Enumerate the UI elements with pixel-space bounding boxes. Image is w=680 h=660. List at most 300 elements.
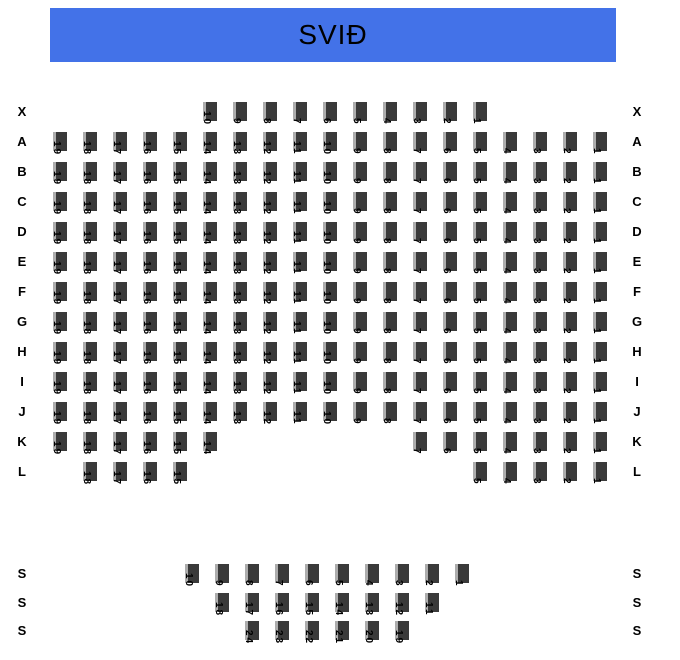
- seat-s14-15[interactable]: [303, 593, 319, 617]
- seat-d4-14[interactable]: [201, 222, 217, 246]
- seat-c3-13[interactable]: [231, 192, 247, 216]
- seat-f6-12[interactable]: [261, 282, 277, 306]
- seat-x0-2[interactable]: [441, 102, 457, 126]
- seat-l12-3[interactable]: [531, 462, 547, 486]
- seat-number: 10: [321, 170, 332, 186]
- seat-armrest: [353, 192, 356, 211]
- seat-number: 13: [231, 200, 242, 216]
- seat-f6-18[interactable]: [81, 282, 97, 306]
- seat-b2-12[interactable]: [261, 162, 277, 186]
- seat-armrest: [113, 192, 116, 211]
- seat-number: 6: [441, 448, 452, 456]
- seat-armrest: [233, 192, 236, 211]
- seat-j10-14[interactable]: [201, 402, 217, 426]
- seat-s13-6[interactable]: [303, 564, 319, 588]
- seat-number: 6: [441, 148, 452, 156]
- seat-armrest: [293, 282, 296, 301]
- seat-number: 1: [591, 388, 602, 396]
- seat-e5-10[interactable]: [321, 252, 337, 276]
- seat-a1-8[interactable]: [381, 132, 397, 156]
- seat-i9-6[interactable]: [441, 372, 457, 396]
- seat-c3-6[interactable]: [441, 192, 457, 216]
- seat-c3-19[interactable]: [51, 192, 67, 216]
- seat-f6-17[interactable]: [111, 282, 127, 306]
- seat-g7-9[interactable]: [351, 312, 367, 336]
- seat-j10-10[interactable]: [321, 402, 337, 426]
- seat-i9-13[interactable]: [231, 372, 247, 396]
- seat-armrest: [173, 462, 176, 481]
- seat-e5-3[interactable]: [531, 252, 547, 276]
- seat-armrest: [215, 564, 218, 583]
- seat-d4-12[interactable]: [261, 222, 277, 246]
- seat-number: 8: [381, 208, 392, 216]
- seat-c3-8[interactable]: [381, 192, 397, 216]
- seat-s15-19[interactable]: [393, 621, 409, 645]
- seat-b2-14[interactable]: [201, 162, 217, 186]
- seat-j10-2[interactable]: [561, 402, 577, 426]
- seat-number: 8: [381, 388, 392, 396]
- seat-number: 19: [51, 290, 62, 306]
- seat-f6-5[interactable]: [471, 282, 487, 306]
- row-label-right-b-2: B: [632, 164, 642, 179]
- seat-armrest: [233, 402, 236, 421]
- seat-s14-14[interactable]: [333, 593, 349, 617]
- seat-g7-8[interactable]: [381, 312, 397, 336]
- seat-k11-14[interactable]: [201, 432, 217, 456]
- seat-a1-4[interactable]: [501, 132, 517, 156]
- seat-armrest: [143, 252, 146, 271]
- seat-b2-13[interactable]: [231, 162, 247, 186]
- seat-i9-4[interactable]: [501, 372, 517, 396]
- seat-l12-17[interactable]: [111, 462, 127, 486]
- seat-e5-9[interactable]: [351, 252, 367, 276]
- seat-a1-15[interactable]: [171, 132, 187, 156]
- seat-armrest: [353, 162, 356, 181]
- seat-g7-18[interactable]: [81, 312, 97, 336]
- seat-armrest: [383, 222, 386, 241]
- seat-d4-11[interactable]: [291, 222, 307, 246]
- seat-d4-10[interactable]: [321, 222, 337, 246]
- seat-g7-16[interactable]: [141, 312, 157, 336]
- seat-j10-18[interactable]: [81, 402, 97, 426]
- seat-e5-17[interactable]: [111, 252, 127, 276]
- seat-i9-16[interactable]: [141, 372, 157, 396]
- seat-g7-19[interactable]: [51, 312, 67, 336]
- seat-a1-7[interactable]: [411, 132, 427, 156]
- seat-s15-20[interactable]: [363, 621, 379, 645]
- seat-b2-7[interactable]: [411, 162, 427, 186]
- seat-j10-3[interactable]: [531, 402, 547, 426]
- seat-h8-6[interactable]: [441, 342, 457, 366]
- seat-e5-19[interactable]: [51, 252, 67, 276]
- seat-f6-10[interactable]: [321, 282, 337, 306]
- seat-c3-5[interactable]: [471, 192, 487, 216]
- seat-c3-3[interactable]: [531, 192, 547, 216]
- seat-number: 14: [201, 200, 212, 216]
- seat-armrest: [443, 252, 446, 271]
- seat-h8-8[interactable]: [381, 342, 397, 366]
- seat-a1-17[interactable]: [111, 132, 127, 156]
- seat-g7-17[interactable]: [111, 312, 127, 336]
- seat-g7-12[interactable]: [261, 312, 277, 336]
- seat-j10-4[interactable]: [501, 402, 517, 426]
- seat-b2-2[interactable]: [561, 162, 577, 186]
- seat-l12-4[interactable]: [501, 462, 517, 486]
- seat-s13-2[interactable]: [423, 564, 439, 588]
- seat-a1-19[interactable]: [51, 132, 67, 156]
- seat-j10-12[interactable]: [261, 402, 277, 426]
- seat-f6-6[interactable]: [441, 282, 457, 306]
- seat-l12-16[interactable]: [141, 462, 157, 486]
- seat-h8-14[interactable]: [201, 342, 217, 366]
- seat-k11-3[interactable]: [531, 432, 547, 456]
- seat-e5-14[interactable]: [201, 252, 217, 276]
- seat-d4-1[interactable]: [591, 222, 607, 246]
- seat-f6-1[interactable]: [591, 282, 607, 306]
- seat-c3-17[interactable]: [111, 192, 127, 216]
- seat-l12-1[interactable]: [591, 462, 607, 486]
- seat-b2-17[interactable]: [111, 162, 127, 186]
- seat-s14-18[interactable]: [213, 593, 229, 617]
- seat-armrest: [443, 132, 446, 151]
- seat-b2-9[interactable]: [351, 162, 367, 186]
- seat-c3-7[interactable]: [411, 192, 427, 216]
- seat-number: 19: [51, 200, 62, 216]
- seat-k11-17[interactable]: [111, 432, 127, 456]
- seat-g7-3[interactable]: [531, 312, 547, 336]
- seat-g7-1[interactable]: [591, 312, 607, 336]
- seat-g7-14[interactable]: [201, 312, 217, 336]
- seat-number: 9: [213, 580, 224, 588]
- seat-x0-9[interactable]: [231, 102, 247, 126]
- seat-a1-5[interactable]: [471, 132, 487, 156]
- seat-d4-18[interactable]: [81, 222, 97, 246]
- seat-h8-10[interactable]: [321, 342, 337, 366]
- seat-e5-18[interactable]: [81, 252, 97, 276]
- seat-c3-12[interactable]: [261, 192, 277, 216]
- seat-d4-17[interactable]: [111, 222, 127, 246]
- seat-h8-12[interactable]: [261, 342, 277, 366]
- seat-d4-19[interactable]: [51, 222, 67, 246]
- seat-f6-11[interactable]: [291, 282, 307, 306]
- seat-c3-1[interactable]: [591, 192, 607, 216]
- seat-g7-11[interactable]: [291, 312, 307, 336]
- seat-j10-5[interactable]: [471, 402, 487, 426]
- seat-f6-2[interactable]: [561, 282, 577, 306]
- seat-x0-5[interactable]: [351, 102, 367, 126]
- seat-h8-3[interactable]: [531, 342, 547, 366]
- seat-i9-18[interactable]: [81, 372, 97, 396]
- seat-d4-3[interactable]: [531, 222, 547, 246]
- seat-number: 19: [51, 230, 62, 246]
- seat-h8-4[interactable]: [501, 342, 517, 366]
- seat-g7-15[interactable]: [171, 312, 187, 336]
- seat-h8-1[interactable]: [591, 342, 607, 366]
- seat-e5-5[interactable]: [471, 252, 487, 276]
- seat-a1-1[interactable]: [591, 132, 607, 156]
- seat-number: 9: [351, 328, 362, 336]
- seat-e5-2[interactable]: [561, 252, 577, 276]
- seat-f6-3[interactable]: [531, 282, 547, 306]
- seat-e5-6[interactable]: [441, 252, 457, 276]
- seat-s13-1[interactable]: [453, 564, 469, 588]
- seat-armrest: [365, 564, 368, 583]
- seat-number: 17: [111, 200, 122, 216]
- seat-armrest: [593, 222, 596, 241]
- seat-x0-6[interactable]: [321, 102, 337, 126]
- seat-i9-15[interactable]: [171, 372, 187, 396]
- seat-g7-2[interactable]: [561, 312, 577, 336]
- seat-armrest: [443, 312, 446, 331]
- seat-b2-8[interactable]: [381, 162, 397, 186]
- seat-f6-16[interactable]: [141, 282, 157, 306]
- seat-armrest: [443, 372, 446, 391]
- seat-s13-8[interactable]: [243, 564, 259, 588]
- seat-k11-2[interactable]: [561, 432, 577, 456]
- seat-d4-16[interactable]: [141, 222, 157, 246]
- seat-s14-17[interactable]: [243, 593, 259, 617]
- seat-number: 17: [111, 290, 122, 306]
- seat-number: 2: [561, 298, 572, 306]
- seat-x0-10[interactable]: [201, 102, 217, 126]
- seat-g7-10[interactable]: [321, 312, 337, 336]
- seat-j10-7[interactable]: [411, 402, 427, 426]
- seat-armrest: [533, 252, 536, 271]
- seat-b2-15[interactable]: [171, 162, 187, 186]
- seat-c3-4[interactable]: [501, 192, 517, 216]
- seat-s14-16[interactable]: [273, 593, 289, 617]
- seat-j10-1[interactable]: [591, 402, 607, 426]
- seat-a1-11[interactable]: [291, 132, 307, 156]
- seat-s15-24[interactable]: [243, 621, 259, 645]
- seat-s15-23[interactable]: [273, 621, 289, 645]
- seat-a1-6[interactable]: [441, 132, 457, 156]
- seat-c3-16[interactable]: [141, 192, 157, 216]
- seat-j10-6[interactable]: [441, 402, 457, 426]
- seat-armrest: [533, 372, 536, 391]
- seat-h8-7[interactable]: [411, 342, 427, 366]
- seat-x0-7[interactable]: [291, 102, 307, 126]
- seat-e5-16[interactable]: [141, 252, 157, 276]
- seat-s14-12[interactable]: [393, 593, 409, 617]
- seat-h8-16[interactable]: [141, 342, 157, 366]
- seat-e5-4[interactable]: [501, 252, 517, 276]
- seat-b2-6[interactable]: [441, 162, 457, 186]
- seat-b2-10[interactable]: [321, 162, 337, 186]
- seat-x0-3[interactable]: [411, 102, 427, 126]
- seat-i9-9[interactable]: [351, 372, 367, 396]
- seat-k11-6[interactable]: [441, 432, 457, 456]
- seat-h8-17[interactable]: [111, 342, 127, 366]
- seat-armrest: [563, 342, 566, 361]
- seat-i9-11[interactable]: [291, 372, 307, 396]
- seat-s13-4[interactable]: [363, 564, 379, 588]
- seat-number: 14: [201, 410, 212, 426]
- seat-a1-10[interactable]: [321, 132, 337, 156]
- seat-j10-13[interactable]: [231, 402, 247, 426]
- seat-armrest: [473, 132, 476, 151]
- seat-h8-18[interactable]: [81, 342, 97, 366]
- seat-s13-7[interactable]: [273, 564, 289, 588]
- seat-e5-1[interactable]: [591, 252, 607, 276]
- seat-armrest: [113, 222, 116, 241]
- seat-a1-18[interactable]: [81, 132, 97, 156]
- seat-h8-13[interactable]: [231, 342, 247, 366]
- seat-e5-15[interactable]: [171, 252, 187, 276]
- seat-a1-14[interactable]: [201, 132, 217, 156]
- seat-x0-8[interactable]: [261, 102, 277, 126]
- seat-armrest: [53, 402, 56, 421]
- seat-s13-10[interactable]: [183, 564, 199, 588]
- seat-a1-2[interactable]: [561, 132, 577, 156]
- seat-e5-11[interactable]: [291, 252, 307, 276]
- seat-g7-13[interactable]: [231, 312, 247, 336]
- seat-f6-13[interactable]: [231, 282, 247, 306]
- seat-j10-17[interactable]: [111, 402, 127, 426]
- seat-i9-12[interactable]: [261, 372, 277, 396]
- seat-b2-5[interactable]: [471, 162, 487, 186]
- seat-e5-7[interactable]: [411, 252, 427, 276]
- seat-b2-18[interactable]: [81, 162, 97, 186]
- seat-armrest: [173, 162, 176, 181]
- seat-b2-11[interactable]: [291, 162, 307, 186]
- seat-d4-15[interactable]: [171, 222, 187, 246]
- seat-armrest: [203, 132, 206, 151]
- seat-j10-15[interactable]: [171, 402, 187, 426]
- seat-d4-5[interactable]: [471, 222, 487, 246]
- seat-c3-15[interactable]: [171, 192, 187, 216]
- seat-d4-8[interactable]: [381, 222, 397, 246]
- seat-c3-14[interactable]: [201, 192, 217, 216]
- seat-i9-5[interactable]: [471, 372, 487, 396]
- seat-h8-11[interactable]: [291, 342, 307, 366]
- seat-c3-18[interactable]: [81, 192, 97, 216]
- seat-number: 3: [531, 238, 542, 246]
- row-label-left-x-0: X: [17, 104, 27, 119]
- seat-f6-19[interactable]: [51, 282, 67, 306]
- seat-j10-11[interactable]: [291, 402, 307, 426]
- seat-armrest: [263, 402, 266, 421]
- seat-d4-9[interactable]: [351, 222, 367, 246]
- seat-b2-4[interactable]: [501, 162, 517, 186]
- seat-c3-11[interactable]: [291, 192, 307, 216]
- seat-i9-17[interactable]: [111, 372, 127, 396]
- seat-i9-8[interactable]: [381, 372, 397, 396]
- seat-i9-10[interactable]: [321, 372, 337, 396]
- seat-s15-21[interactable]: [333, 621, 349, 645]
- seat-k11-18[interactable]: [81, 432, 97, 456]
- seat-e5-13[interactable]: [231, 252, 247, 276]
- seat-a1-13[interactable]: [231, 132, 247, 156]
- seat-armrest: [413, 252, 416, 271]
- seat-armrest: [203, 372, 206, 391]
- seat-s14-11[interactable]: [423, 593, 439, 617]
- seat-g7-4[interactable]: [501, 312, 517, 336]
- seat-l12-18[interactable]: [81, 462, 97, 486]
- seat-f6-9[interactable]: [351, 282, 367, 306]
- seat-d4-2[interactable]: [561, 222, 577, 246]
- seat-f6-14[interactable]: [201, 282, 217, 306]
- seat-k11-15[interactable]: [171, 432, 187, 456]
- seat-i9-14[interactable]: [201, 372, 217, 396]
- seat-i9-19[interactable]: [51, 372, 67, 396]
- seat-g7-5[interactable]: [471, 312, 487, 336]
- seat-k11-19[interactable]: [51, 432, 67, 456]
- seat-s13-9[interactable]: [213, 564, 229, 588]
- seat-d4-13[interactable]: [231, 222, 247, 246]
- seat-c3-2[interactable]: [561, 192, 577, 216]
- seat-c3-9[interactable]: [351, 192, 367, 216]
- seat-j10-19[interactable]: [51, 402, 67, 426]
- seat-a1-16[interactable]: [141, 132, 157, 156]
- seat-d4-7[interactable]: [411, 222, 427, 246]
- seat-s13-5[interactable]: [333, 564, 349, 588]
- seat-b2-3[interactable]: [531, 162, 547, 186]
- seat-f6-15[interactable]: [171, 282, 187, 306]
- seat-k11-4[interactable]: [501, 432, 517, 456]
- seat-f6-4[interactable]: [501, 282, 517, 306]
- seat-g7-6[interactable]: [441, 312, 457, 336]
- seat-i9-3[interactable]: [531, 372, 547, 396]
- seat-b2-19[interactable]: [51, 162, 67, 186]
- row-label-right-j-10: J: [633, 404, 641, 419]
- seat-k11-1[interactable]: [591, 432, 607, 456]
- seat-l12-15[interactable]: [171, 462, 187, 486]
- seat-l12-5[interactable]: [471, 462, 487, 486]
- seat-h8-15[interactable]: [171, 342, 187, 366]
- seat-d4-6[interactable]: [441, 222, 457, 246]
- seat-l12-2[interactable]: [561, 462, 577, 486]
- seat-j10-8[interactable]: [381, 402, 397, 426]
- seat-h8-9[interactable]: [351, 342, 367, 366]
- seat-number: 2: [423, 580, 434, 588]
- seat-i9-7[interactable]: [411, 372, 427, 396]
- seat-a1-3[interactable]: [531, 132, 547, 156]
- seat-d4-4[interactable]: [501, 222, 517, 246]
- seat-j10-16[interactable]: [141, 402, 157, 426]
- seat-a1-9[interactable]: [351, 132, 367, 156]
- seat-a1-12[interactable]: [261, 132, 277, 156]
- seat-s13-3[interactable]: [393, 564, 409, 588]
- seat-i9-2[interactable]: [561, 372, 577, 396]
- seat-s15-22[interactable]: [303, 621, 319, 645]
- seat-armrest: [533, 282, 536, 301]
- seat-c3-10[interactable]: [321, 192, 337, 216]
- seat-x0-4[interactable]: [381, 102, 397, 126]
- seat-b2-1[interactable]: [591, 162, 607, 186]
- seat-k11-7[interactable]: [411, 432, 427, 456]
- seat-x0-1[interactable]: [471, 102, 487, 126]
- seat-i9-1[interactable]: [591, 372, 607, 396]
- seat-h8-19[interactable]: [51, 342, 67, 366]
- seat-f6-8[interactable]: [381, 282, 397, 306]
- seat-armrest: [173, 222, 176, 241]
- seat-b2-16[interactable]: [141, 162, 157, 186]
- seat-number: 1: [591, 238, 602, 246]
- seat-e5-8[interactable]: [381, 252, 397, 276]
- seat-k11-5[interactable]: [471, 432, 487, 456]
- seat-j10-9[interactable]: [351, 402, 367, 426]
- seat-g7-7[interactable]: [411, 312, 427, 336]
- seat-h8-2[interactable]: [561, 342, 577, 366]
- seat-k11-16[interactable]: [141, 432, 157, 456]
- seat-armrest: [203, 312, 206, 331]
- seat-h8-5[interactable]: [471, 342, 487, 366]
- seat-f6-7[interactable]: [411, 282, 427, 306]
- seat-armrest: [383, 372, 386, 391]
- seat-s14-13[interactable]: [363, 593, 379, 617]
- seat-e5-12[interactable]: [261, 252, 277, 276]
